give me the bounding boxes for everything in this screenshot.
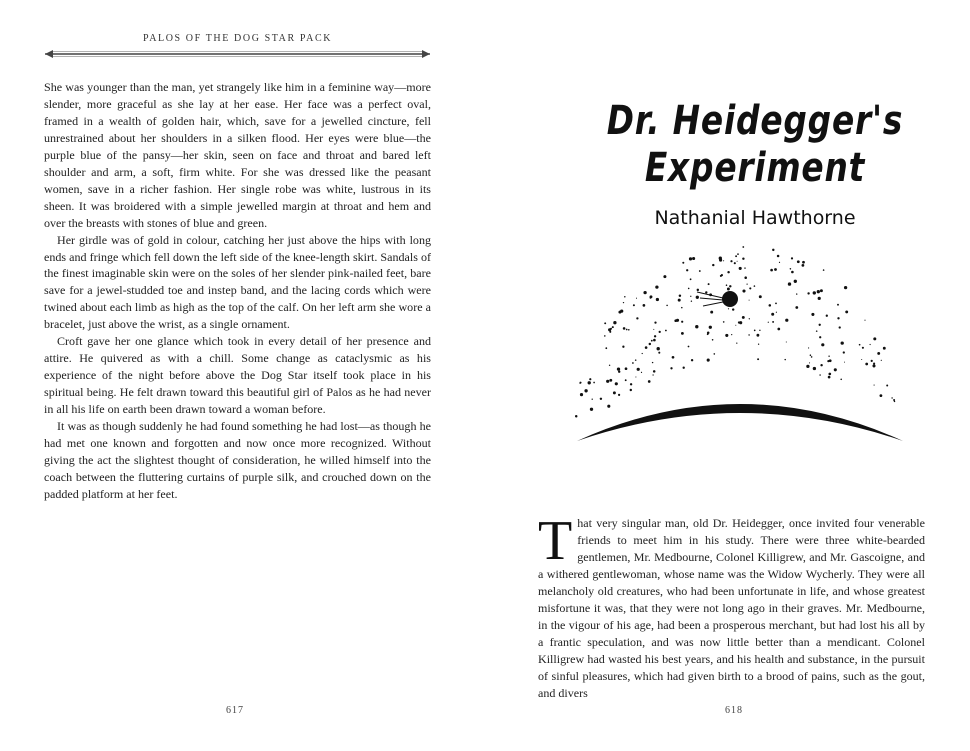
star	[737, 253, 739, 255]
star	[663, 275, 666, 278]
star	[784, 359, 785, 360]
star	[659, 331, 661, 333]
star	[695, 325, 698, 328]
star	[861, 359, 862, 360]
star	[802, 264, 805, 267]
star	[791, 257, 793, 259]
star	[625, 367, 628, 370]
star	[579, 383, 580, 384]
planet-horizon	[577, 404, 903, 441]
star	[739, 267, 742, 270]
star	[622, 346, 624, 348]
star	[665, 330, 667, 332]
star	[877, 352, 880, 355]
star	[628, 329, 630, 331]
title-line: Experiment	[644, 145, 866, 191]
star	[729, 285, 731, 287]
star	[873, 363, 875, 365]
star	[775, 303, 777, 305]
star	[772, 249, 774, 251]
star	[636, 298, 637, 299]
star	[692, 257, 695, 260]
star	[795, 306, 798, 309]
star	[580, 393, 583, 396]
star	[791, 271, 794, 274]
star	[623, 302, 624, 303]
star	[758, 344, 759, 345]
star	[777, 255, 780, 258]
star	[725, 334, 728, 337]
stars	[575, 246, 895, 417]
star	[754, 330, 756, 332]
paragraph: Her girdle was of gold in colour, catching her just above the hips with long ends and fringe which fell down the left side of the knee-length skirt. Sandals of the finest imaginable skin were on the soles of her slender pink-nailed feet, bare save for a jewel-studded toe and instep band, and the lacing cords which were twined about each limb as high as the top of the calf. On her left arm she wore a bracelet, just above the wrist, as a single ornament.	[44, 232, 431, 332]
paragraph: She was younger than the man, yet strangely like him in a feminine way—more slender, more graceful as she lay at her ease. Her face was a perfect oval, framed in a wealth of golden hair, which, save for a jewelled cincture, fell unrestrained about her shoulders in a silken flood. Her eyes were blue—the purple blue of the pansy—her skin, seen on face and throat and bared left shoulder and arm, a soft, firm white. For she was dressed like the peasant women, save in a richer fashion. Her single robe was white, lustrous in its sheen. It was broidered with a simple jewelled margin at throat and hem and over the breasts with stones of blue and green.	[44, 80, 431, 230]
star	[588, 381, 591, 384]
star	[592, 399, 593, 400]
star	[653, 339, 656, 342]
star	[635, 376, 636, 377]
star	[643, 304, 646, 307]
star	[720, 275, 722, 277]
story-opening	[538, 510, 925, 701]
star	[865, 363, 868, 366]
star	[819, 374, 821, 376]
star	[690, 296, 691, 297]
star	[769, 304, 772, 307]
paragraph: It was as though suddenly he had found something he had lost—as though he had met one known and forgotten and now once more recognized. Without giving the act the slightest thought of consideration, he willed himself into the coach between the fluttering curtains of purple silk, and crouched down on the padded platform at her feet.	[44, 419, 431, 501]
star	[862, 347, 864, 349]
star	[590, 408, 593, 411]
star	[637, 368, 640, 371]
star	[730, 260, 732, 262]
star	[708, 283, 710, 285]
star	[807, 292, 809, 294]
star	[811, 313, 814, 316]
star	[732, 308, 734, 310]
satellite-antenna	[700, 298, 723, 300]
star	[625, 379, 627, 381]
star	[712, 264, 714, 266]
star	[771, 313, 774, 316]
story-title	[566, 98, 943, 192]
star	[689, 257, 692, 260]
star	[728, 308, 729, 309]
star	[788, 282, 791, 285]
star	[806, 365, 809, 368]
star	[845, 310, 848, 313]
star	[686, 269, 688, 271]
star	[636, 317, 638, 319]
star	[650, 297, 652, 299]
star	[723, 321, 725, 323]
star	[777, 328, 780, 331]
star	[584, 389, 587, 392]
star	[649, 343, 651, 345]
star	[683, 367, 685, 369]
star	[894, 401, 896, 403]
satellite-icon	[722, 291, 738, 307]
star	[658, 352, 660, 354]
paragraph: Croft gave her one glance which took in every detail of her presence and attire. He quivered as with a chill. Some change as cataclysmic as his experience of the night before above the Dog Star itself took place in his spiritual being. He felt drawn toward this beautiful girl of Palos as he had never in all his life on earth been drawn toward a woman before.	[44, 334, 431, 417]
star	[609, 365, 610, 366]
star	[735, 255, 737, 257]
star	[779, 262, 780, 263]
star	[813, 291, 816, 294]
star	[790, 268, 792, 270]
star	[630, 383, 632, 385]
star	[617, 367, 620, 370]
star	[648, 380, 651, 383]
star	[820, 289, 823, 292]
star	[810, 354, 812, 356]
opening-paragraph: hat very singular man, old Dr. Heidegger, once invited four venerable friends to meet him in his study. There were three white-bearded gentlemen, Mr. Medbourne, Colonel Killigrew, and Mr. Gascoigne, and a withered gentlewoman, whose name was the Widow Wycherly. They were all melancholy old creatures, who had been unfortunate in life, and whose greatest misfortune it was, that they were not long ago in their graves. Mr. Medbourne, in the vigour of his age, had been a prosperous merchant, but had lost his all by a frantic speculation, and was now little better than a mendicant. Colonel Killigrew had wasted his best years, and his health and substance, in the pursuit of sinful pleasures, which had given birth to a brood of pains, such as the gout, and divers	[538, 516, 925, 700]
star	[823, 269, 825, 271]
star	[657, 347, 660, 350]
satellite-antenna	[703, 302, 723, 306]
star	[681, 307, 683, 309]
author-name: Nathanial Hawthorne	[654, 207, 856, 229]
star	[844, 362, 845, 363]
star	[652, 362, 653, 363]
star	[719, 259, 722, 262]
star	[839, 326, 841, 328]
star	[656, 298, 659, 301]
star	[864, 320, 865, 321]
star	[811, 356, 813, 358]
star	[731, 334, 732, 335]
star	[726, 284, 728, 286]
star	[604, 322, 606, 324]
title-line: Dr. Heidegger's	[606, 98, 904, 144]
star	[691, 359, 693, 361]
star	[844, 286, 847, 289]
star	[786, 341, 787, 342]
ornamental-rule	[45, 47, 430, 61]
star	[768, 322, 769, 323]
right-page	[485, 0, 970, 751]
star	[651, 340, 653, 342]
star	[643, 291, 646, 294]
star	[653, 370, 656, 373]
star	[744, 267, 745, 268]
star	[707, 359, 710, 362]
star	[797, 260, 800, 263]
star	[759, 295, 762, 298]
star	[734, 262, 736, 264]
star	[593, 382, 595, 384]
star	[632, 362, 634, 364]
star	[837, 304, 839, 306]
star	[759, 330, 760, 331]
star	[841, 341, 844, 344]
star	[672, 356, 675, 359]
star	[785, 319, 788, 322]
star	[618, 370, 620, 372]
star	[886, 385, 888, 387]
star	[819, 336, 821, 338]
star	[818, 297, 821, 300]
star	[727, 288, 730, 291]
star	[607, 405, 610, 408]
star	[735, 325, 736, 326]
star	[749, 318, 750, 319]
star	[653, 329, 654, 330]
star	[742, 257, 744, 259]
star	[874, 385, 875, 386]
star	[840, 379, 842, 381]
star	[870, 344, 871, 345]
star	[696, 296, 699, 299]
star	[794, 280, 797, 283]
star	[742, 289, 745, 292]
star	[843, 351, 845, 353]
star	[809, 362, 810, 363]
star	[589, 378, 591, 380]
star	[713, 353, 715, 355]
star	[828, 373, 831, 376]
star	[746, 283, 747, 284]
satellite-antenna	[697, 292, 723, 298]
star	[828, 376, 831, 379]
star	[652, 374, 653, 375]
star	[654, 321, 656, 323]
starfield-illustration	[575, 245, 905, 445]
star	[697, 289, 699, 291]
star	[710, 311, 713, 314]
star	[642, 353, 643, 354]
star	[828, 355, 829, 356]
star	[834, 368, 837, 371]
star	[748, 334, 749, 335]
star	[712, 339, 714, 341]
star	[635, 359, 637, 361]
star	[802, 261, 805, 264]
star	[618, 394, 620, 396]
star	[623, 327, 626, 330]
star	[609, 379, 612, 382]
star	[873, 337, 876, 340]
star	[826, 315, 828, 317]
star	[681, 332, 684, 335]
star	[679, 294, 681, 296]
star	[808, 347, 809, 348]
star	[630, 389, 632, 391]
star	[796, 293, 797, 294]
star	[670, 367, 672, 369]
star	[633, 304, 635, 306]
star	[604, 335, 606, 337]
star	[749, 287, 751, 289]
star	[624, 296, 626, 298]
star	[744, 276, 747, 279]
star	[837, 317, 839, 319]
star	[688, 346, 690, 348]
star	[600, 398, 602, 400]
star	[657, 287, 658, 288]
star	[575, 415, 577, 418]
star	[690, 278, 692, 280]
star	[613, 321, 616, 324]
star	[737, 261, 738, 262]
star	[612, 326, 614, 328]
star	[676, 319, 679, 322]
star	[606, 380, 609, 383]
star	[821, 343, 824, 346]
star	[654, 335, 656, 337]
star	[681, 321, 683, 323]
star	[626, 329, 628, 331]
star	[688, 288, 690, 290]
star	[880, 394, 883, 397]
star	[749, 300, 750, 301]
star	[699, 270, 701, 272]
star	[757, 358, 759, 360]
star	[756, 334, 759, 337]
star	[819, 324, 821, 326]
star	[707, 331, 710, 334]
star	[682, 262, 684, 264]
star	[618, 311, 621, 314]
running-head: PALOS OF THE DOG STAR PACK	[142, 33, 333, 44]
star	[816, 330, 818, 332]
body-text	[44, 79, 431, 503]
star	[742, 246, 744, 248]
star	[871, 360, 873, 362]
star	[727, 271, 729, 273]
star	[738, 321, 740, 323]
star	[723, 260, 724, 261]
star	[736, 342, 737, 343]
star	[813, 367, 816, 370]
star	[615, 382, 618, 385]
star	[705, 291, 707, 293]
star	[883, 347, 886, 350]
star	[817, 290, 820, 293]
star	[608, 328, 611, 331]
star	[641, 372, 642, 373]
star	[891, 397, 892, 398]
page-number: 618	[725, 705, 743, 716]
star	[872, 364, 875, 367]
star	[605, 347, 607, 349]
star	[709, 326, 712, 329]
star	[827, 360, 829, 362]
star	[691, 301, 692, 302]
star	[774, 268, 777, 271]
star	[772, 321, 774, 323]
star	[613, 391, 616, 394]
star	[820, 364, 822, 366]
drop-cap: T	[538, 510, 573, 572]
star	[645, 346, 648, 349]
star	[754, 285, 756, 287]
star	[859, 344, 861, 346]
star	[742, 316, 745, 319]
star	[881, 360, 882, 361]
star	[770, 269, 773, 272]
page-number: 617	[226, 705, 244, 716]
star	[666, 305, 668, 307]
star	[678, 299, 681, 302]
star	[776, 312, 777, 313]
